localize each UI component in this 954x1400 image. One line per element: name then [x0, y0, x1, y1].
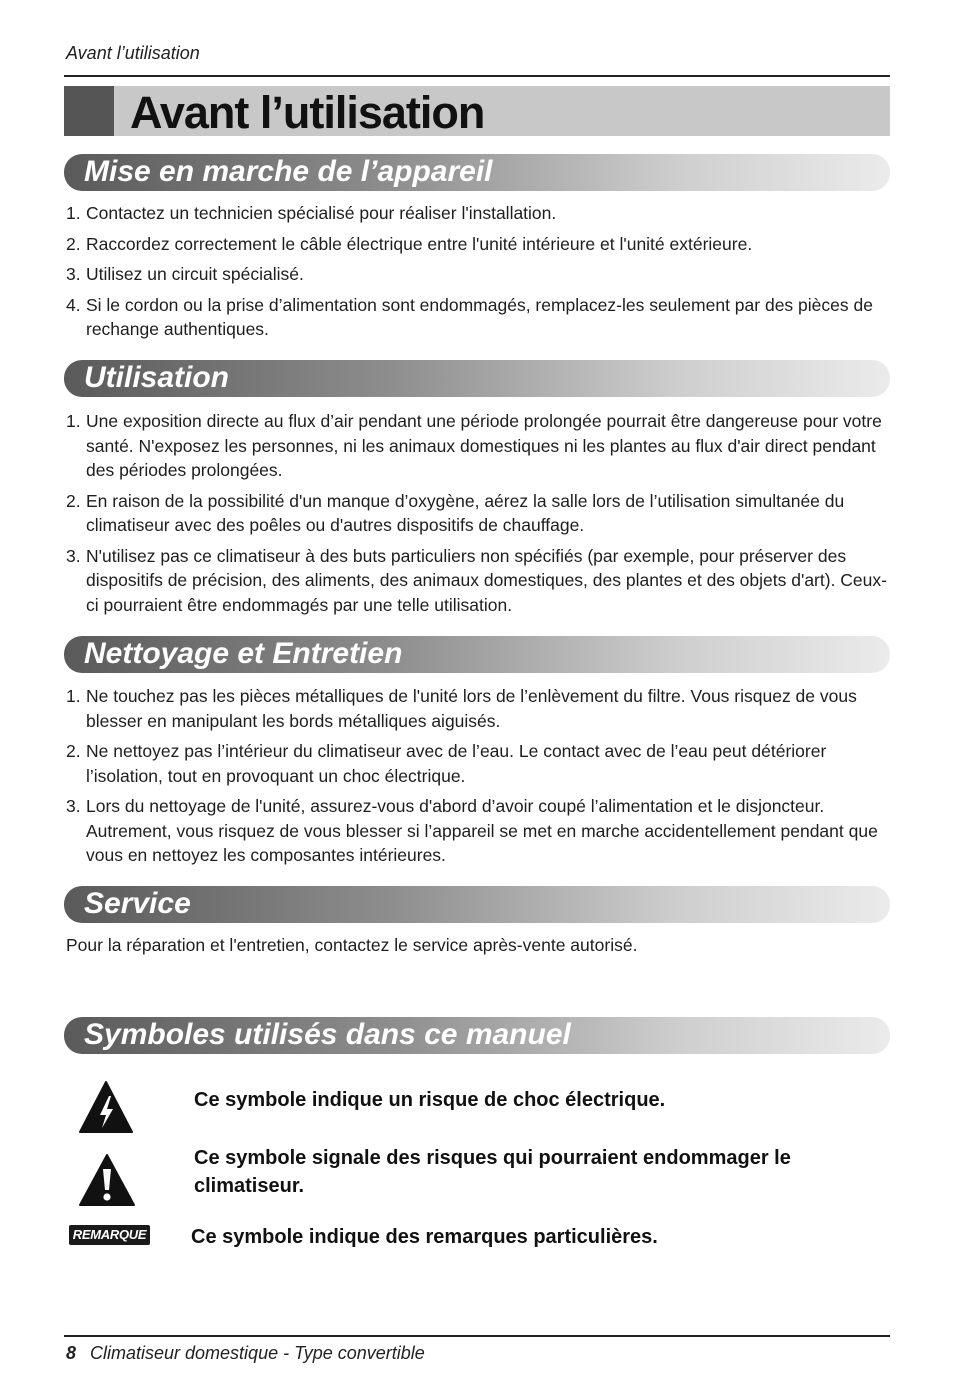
section-title: Symboles utilisés dans ce manuel — [84, 1018, 571, 1051]
item-text: Utilisez un circuit spécialisé. — [86, 264, 304, 284]
item-text: En raison de la possibilité d'un manque d’oxygène, aérez la salle lors de l’utilisation simultanée du climatiseur avec des poêles ou d'autres dispositifs de chauffage. — [86, 490, 845, 535]
section-header-symboles — [64, 1017, 890, 1054]
symbol-description-shock: Ce symbole indique un risque de choc électrique. — [194, 1089, 666, 1111]
item-text: Ne touchez pas les pièces métalliques de l'unité lors de l’enlèvement du filtre. Vous risquez de vous blesser en manipulant les bords métalliques aiguisés. — [86, 686, 857, 731]
list-item — [66, 232, 890, 257]
list-utilisation — [66, 409, 890, 623]
item-text: Raccordez correctement le câble électrique entre l'unité intérieure et l'unité extérieure. — [86, 233, 753, 254]
section-title: Mise en marche de l’appareil — [84, 155, 493, 188]
section-header-service — [64, 886, 890, 923]
list-item — [66, 544, 890, 618]
list-item — [66, 739, 890, 788]
electric-shock-warning-icon — [78, 1079, 134, 1135]
list-item — [66, 409, 890, 483]
list-item — [66, 262, 890, 287]
item-text: Contactez un technicien spécialisé pour réaliser l'installation. — [86, 203, 557, 223]
section-title: Utilisation — [84, 361, 230, 394]
list-nettoyage — [66, 684, 890, 874]
item-number: 2. — [66, 741, 81, 761]
item-number: 3. — [66, 545, 81, 566]
item-number: 3. — [66, 796, 81, 816]
item-number: 2. — [66, 490, 81, 511]
footer-text: Climatiseur domestique - Type convertible — [90, 1343, 425, 1363]
page-title: Avant l’utilisation — [130, 87, 485, 138]
page-number: 8 — [66, 1343, 77, 1363]
section-header-nettoyage — [64, 636, 890, 673]
section-header-utilisation — [64, 360, 890, 397]
item-number: 4. — [66, 294, 81, 315]
item-number: 2. — [66, 233, 81, 254]
list-mise-en-marche — [66, 201, 890, 348]
list-item — [66, 794, 890, 868]
item-number: 1. — [66, 686, 81, 706]
page-title-bar — [64, 86, 890, 136]
caution-warning-icon — [78, 1152, 136, 1208]
list-item — [66, 489, 890, 538]
symbol-description-caution: Ce symbole signale des risques qui pourraient endommager le climatiseur. — [194, 1147, 791, 1197]
bottom-rule — [64, 1335, 890, 1337]
list-item — [66, 293, 890, 342]
section-header-mise-en-marche — [64, 154, 890, 191]
item-number: 3. — [66, 264, 81, 284]
item-number: 1. — [66, 203, 81, 223]
list-item — [66, 201, 890, 226]
section-title: Nettoyage et Entretien — [84, 637, 403, 670]
page-footer — [66, 1343, 425, 1364]
item-text: Une exposition directe au flux d’air pendant une période prolongée pourrait être dangereuse pour votre santé. N'exposez les personnes, ni les animaux domestiques ni les plantes au flux d'air direct pendant des périodes prolongées. — [86, 411, 882, 480]
symbol-description-remarque: Ce symbole indique des remarques particulières. — [191, 1226, 658, 1248]
item-text: N'utilisez pas ce climatiseur à des buts particuliers non spécifiés (par exemple, pour préserver des dispositifs de précision, des aliments, des animaux domestiques, des plantes et des objets d'art). Ceux-ci pourraient être endommagés par une telle utilisation. — [86, 545, 887, 615]
remarque-badge: REMARQUE — [69, 1225, 150, 1245]
item-text: Ne nettoyez pas l’intérieur du climatiseur avec de l’eau. Le contact avec de l’eau peut détériorer l’isolation, tout en provoquant un choc électrique. — [86, 741, 827, 786]
item-text: Lors du nettoyage de l'unité, assurez-vous d'abord d’avoir coupé l’alimentation et le disjoncteur. Autrement, vous risquez de vous blesser si l’appareil se met en marche accidentellement pendant que vous en nettoyez les composantes intérieures. — [86, 796, 878, 865]
section-title: Service — [84, 887, 191, 920]
item-text: Si le cordon ou la prise d’alimentation sont endommagés, remplacez-les seulement par des pièces de rechange authentiques. — [86, 294, 873, 339]
title-block-marker — [64, 86, 114, 136]
list-item — [66, 684, 890, 733]
running-head: Avant l’utilisation — [66, 43, 200, 63]
service-text: Pour la réparation et l'entretien, contactez le service après-vente autorisé. — [66, 935, 638, 955]
item-number: 1. — [66, 411, 81, 431]
top-rule — [64, 75, 890, 77]
